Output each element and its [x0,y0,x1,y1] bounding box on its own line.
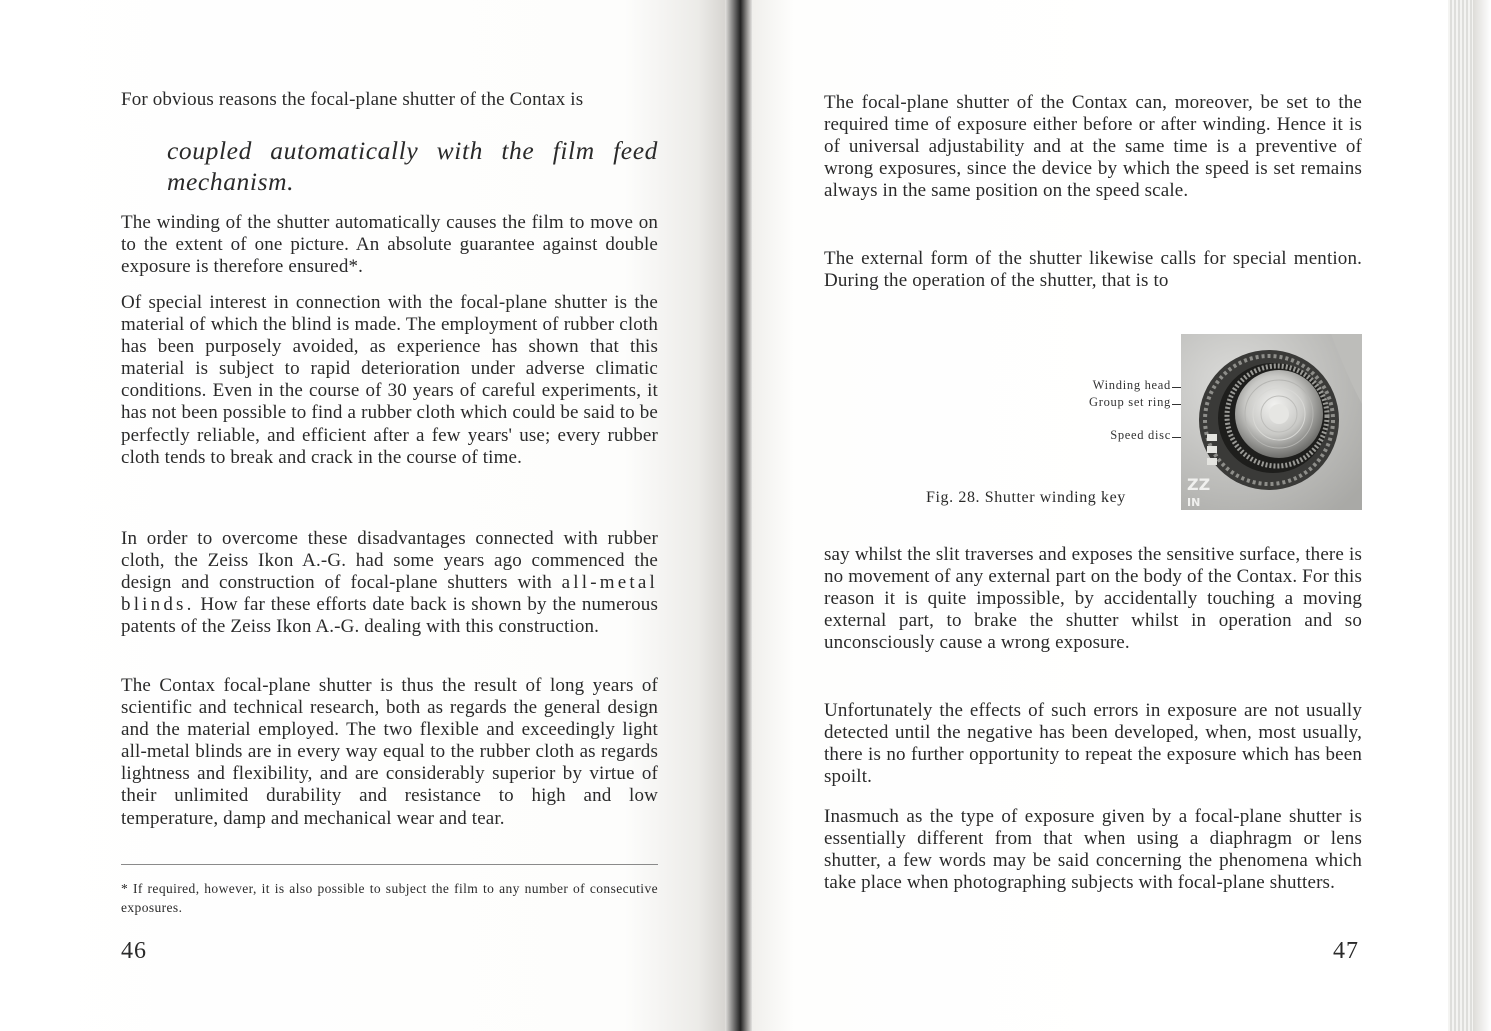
left-paragraph-3-start: In order to overcome these disadvantages connected with rubber cloth, the Zeiss Ikon A.-G. had some years ago commenced the design and construction of focal-plane shutters with [121,528,658,594]
left-paragraph-3-emphasis: all-metal blinds. [121,572,658,616]
footnote-rule [121,864,658,865]
right-paragraph-2: The external form of the shutter likewise calls for special mention. During the operation of the shutter, that is to [824,248,1362,292]
right-page-number: 47 [1333,938,1359,964]
left-paragraph-3 [121,528,658,638]
right-paragraph-3: say whilst the slit traverses and exposes the sensitive surface, there is no movement of any external part on the body of the Contax. For this reason it is quite impossible, by accidentally touching a moving external part, to brake the shutter whilst in operation and so unconsciously cause a wrong exposure. [824,544,1362,654]
page-edges [1448,0,1491,1031]
left-paragraph-1: The winding of the shutter automatically causes the film to move on to the extent of one picture. An absolute guarantee against double exposure is therefore ensured*. [121,212,658,278]
label-winding-head: Winding head [1092,378,1171,392]
right-paragraph-5: Inasmuch as the type of exposure given by a focal-plane shutter is essentially different from that when using a diaphragm or lens shutter, a few words may be said concerning the phenomena which take place when photographing subjects with focal-plane shutters. [824,806,1362,894]
shutter-winding-key-photo [1181,334,1362,510]
label-speed-disc: Speed disc [1110,428,1171,442]
left-footnote: * If required, however, it is also possible to subject the film to any number of consecutive exposures. [121,881,658,915]
left-paragraph-3-end: How far these efforts date back is shown by the numerous patents of the Zeiss Ikon A.-G. dealing with this construction. [121,594,658,638]
book-gutter [725,0,753,1031]
body-engraving: ZZ [1187,475,1211,494]
left-paragraph-4: The Contax focal-plane shutter is thus the result of long years of scientific and technical research, both as regards the general design and the material employed. The two flexible and exceedingly light all-metal blinds are in every way equal to the rubber cloth as regards lightness and flexibility, and are considerably superior by virtue of their unlimited durability and resistance to high and low temperature, damp and mechanical wear and tear. [121,675,658,829]
figure-caption: Fig. 28. Shutter winding key [926,489,1126,506]
label-group-set-ring: Group set ring [1088,395,1171,409]
left-heading: coupled automatically with the film feed mechanism. [167,136,658,196]
shutter-winding-key-illustration [1181,334,1362,510]
left-page-number: 46 [121,938,147,964]
body-engraving-2: IN [1187,496,1201,509]
right-paragraph-4: Unfortunately the effects of such errors in exposure are not usually detected until the negative has been developed, when, most usually, there is no further opportunity to repeat the exposure which has been spoilt. [824,700,1362,788]
left-intro-line: For obvious reasons the focal-plane shutter of the Contax is [121,89,584,110]
left-paragraph-2: Of special interest in connection with the focal-plane shutter is the material of which the blind is made. The employment of rubber cloth has been purposely avoided, as experience has shown that this material is subject to rapid deterioration under adverse climatic conditions. Even in the course of 30 years of careful experiments, it has not been possible to find a rubber cloth which could be said to be perfectly reliable, and efficient after a few years' use; every rubber cloth tends to break and crack in the course of time. [121,292,658,468]
right-paragraph-1: The focal-plane shutter of the Contax can, moreover, be set to the required time of exposure either before or after winding. Hence it is of universal adjustability and at the same time is a preventive of wrong exposures, since the device by which the speed is set remains always in the same position on the speed scale. [824,92,1362,202]
